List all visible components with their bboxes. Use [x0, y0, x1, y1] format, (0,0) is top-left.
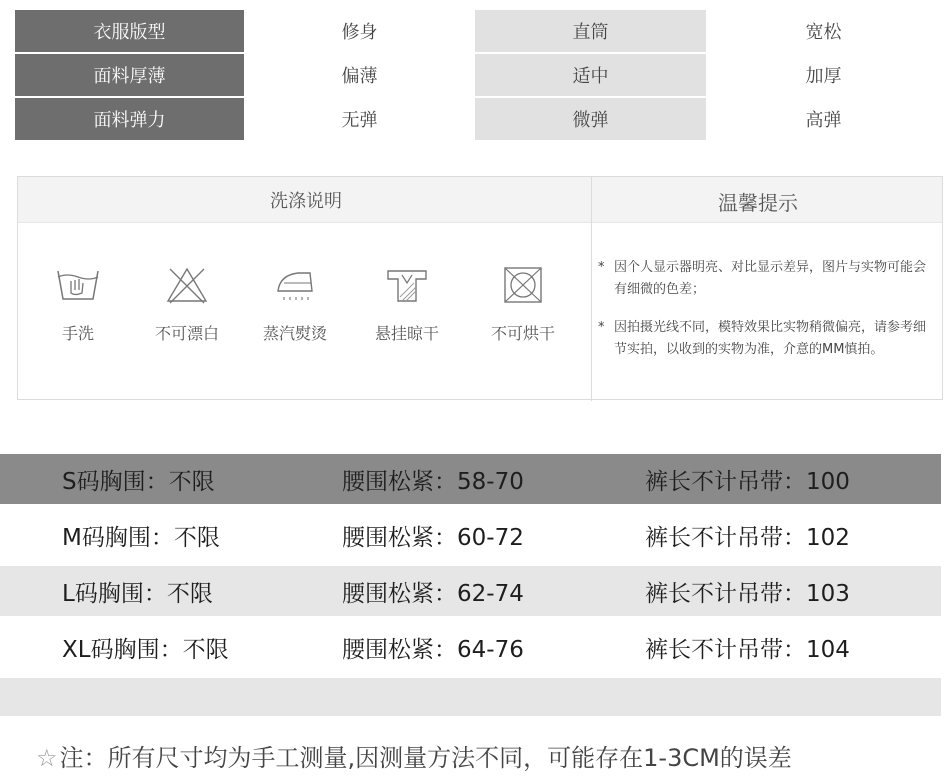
attribute-label: 衣服版型 — [15, 10, 244, 52]
attribute-option: 高弹 — [706, 98, 941, 140]
care-divider — [591, 177, 592, 401]
attribute-option-selected: 适中 — [475, 54, 706, 96]
size-length: 裤长不计吊带：100 — [645, 468, 850, 495]
care-item-label: 蒸汽熨烫 — [262, 324, 327, 343]
attribute-option: 加厚 — [706, 54, 941, 96]
size-row-l — [0, 566, 941, 616]
size-waist: 腰围松紧：62-74 — [342, 580, 524, 607]
care-item-label: 悬挂晾干 — [374, 324, 439, 343]
tip-item — [598, 317, 928, 361]
care-panel-header — [18, 177, 942, 223]
measurement-note-text: 注：所有尺寸均为手工测量,因测量方法不同，可能存在1-3CM的误差 — [59, 744, 792, 772]
tip-star: * — [598, 260, 605, 275]
size-length: 裤长不计吊带：102 — [645, 524, 850, 551]
attribute-option: 宽松 — [706, 10, 941, 52]
wash-instructions-title: 洗涤说明 — [270, 191, 342, 212]
size-row-xl — [0, 622, 941, 672]
attribute-option: 无弹 — [244, 98, 475, 140]
star-icon: ☆ — [36, 744, 58, 772]
size-waist: 腰围松紧：58-70 — [342, 468, 524, 495]
size-waist: 腰围松紧：60-72 — [342, 524, 524, 551]
hand-wash-icon — [55, 265, 101, 305]
size-chest: XL码胸围：不限 — [62, 636, 229, 663]
blank-divider-bar — [0, 678, 941, 716]
care-item-hand-wash — [33, 265, 123, 344]
tip-item — [598, 257, 928, 301]
size-length: 裤长不计吊带：104 — [645, 636, 850, 663]
tip-text: 因个人显示器明亮、对比显示差异，图片与实物可能会有细微的色差； — [614, 260, 927, 297]
attribute-table — [15, 10, 941, 142]
care-item-label: 手洗 — [61, 324, 94, 343]
attribute-row-stretch — [15, 98, 941, 142]
attribute-option-selected: 直筒 — [475, 10, 706, 52]
attribute-row-thickness — [15, 54, 941, 98]
attribute-option-selected: 微弹 — [475, 98, 706, 140]
care-item-no-tumble-dry — [478, 265, 568, 344]
size-row-s — [0, 454, 941, 504]
size-chest: S码胸围：不限 — [62, 468, 215, 495]
attribute-option: 偏薄 — [244, 54, 475, 96]
no-bleach-icon — [164, 265, 210, 305]
tips-title: 温馨提示 — [718, 191, 798, 215]
size-chest: M码胸围：不限 — [62, 524, 220, 551]
tip-text: 因拍摄光线不同，模特效果比实物稍微偏亮，请参考细节实拍，以收到的实物为准，介意的MM慎拍。 — [614, 320, 927, 357]
care-item-label: 不可漂白 — [154, 324, 219, 343]
attribute-label: 面料弹力 — [15, 98, 244, 140]
size-waist: 腰围松紧：64-76 — [342, 636, 524, 663]
size-chest: L码胸围：不限 — [62, 580, 213, 607]
no-tumble-dry-icon — [500, 265, 546, 305]
care-item-steam-iron — [250, 265, 340, 344]
size-row-m — [0, 510, 941, 560]
hang-dry-icon — [384, 265, 430, 305]
care-panel — [17, 176, 943, 400]
care-item-no-bleach — [142, 265, 232, 344]
measurement-note — [36, 738, 792, 773]
attribute-row-fit — [15, 10, 941, 54]
attribute-label: 面料厚薄 — [15, 54, 244, 96]
attribute-option: 修身 — [244, 10, 475, 52]
tip-star: * — [598, 320, 605, 335]
size-length: 裤长不计吊带：103 — [645, 580, 850, 607]
steam-iron-icon — [272, 265, 318, 305]
care-item-label: 不可烘干 — [490, 324, 555, 343]
care-item-hang-dry — [362, 265, 452, 344]
